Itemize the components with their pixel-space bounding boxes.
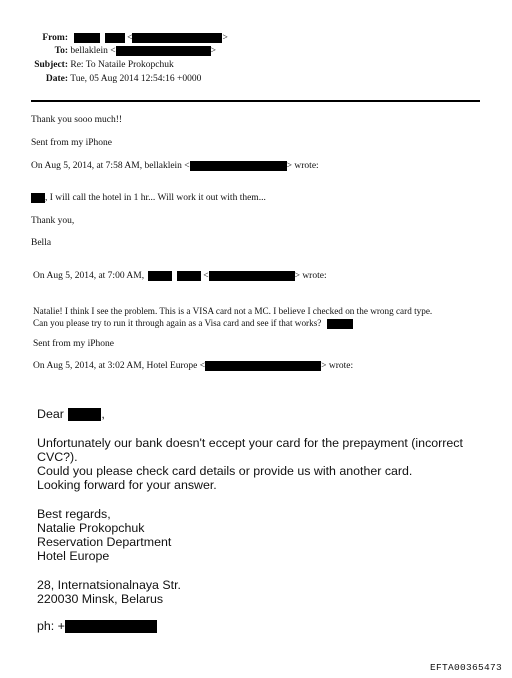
redacted-quote2-last [177, 271, 201, 281]
redacted-phone [65, 620, 157, 633]
quote3-post: > wrote: [321, 361, 354, 372]
redacted-name [31, 193, 45, 203]
address-city: 220030 Minsk, Belarus [37, 592, 164, 606]
redacted-quote1-email [190, 161, 287, 171]
redacted-from-email [132, 33, 222, 43]
date-label: Date: [45, 74, 68, 84]
quote2-pre: On Aug 5, 2014, at 7:00 AM, [33, 271, 145, 282]
natalie-line-2-text: Can you please try to run it through again as a Visa card and see if that works? [33, 318, 322, 328]
sent-from-iphone-1: Sent from my iPhone [31, 138, 113, 148]
quote-line-3 [33, 361, 353, 371]
body-line-1: Unfortunately our bank doesn't eccept your card for the prepayment (incorrect [37, 436, 463, 450]
phone-line [37, 619, 157, 633]
dear-text: Dear [37, 407, 64, 421]
address-street: 28, Internatsionalnaya Str. [37, 578, 181, 592]
body-line-4: Looking forward for your answer. [37, 478, 217, 492]
redacted-signoff [327, 319, 353, 329]
quote1-pre: On Aug 5, 2014, at 7:58 AM, bellaklein < [31, 161, 190, 172]
dear-comma: , [101, 407, 105, 421]
to-row [16, 46, 216, 56]
call-hotel-text: , I will call the hotel in 1 hr... Will work it out with them... [45, 193, 266, 204]
natalie-line-2 [33, 318, 353, 329]
sender-department: Reservation Department [37, 535, 172, 549]
header-divider [31, 100, 480, 102]
best-regards: Best regards, [37, 507, 111, 521]
quote2-post: > wrote: [294, 271, 327, 282]
redacted-quote2-first [148, 271, 172, 281]
redacted-to-email [116, 46, 211, 56]
to-label: To: [54, 46, 68, 57]
from-label: From: [42, 33, 68, 44]
redacted-from-first [74, 33, 100, 43]
dear-line [37, 407, 105, 421]
redacted-hotel-email [205, 361, 321, 371]
quote3-pre: On Aug 5, 2014, at 3:02 AM, Hotel Europe < [33, 361, 206, 372]
natalie-line-1: Natalie! I think I see the problem. This is a VISA card not a MC. I believe I checked on the wrong card type. [33, 306, 433, 316]
date-row [16, 74, 201, 84]
body-line-2: CVC?). [37, 450, 78, 464]
quote1-post: > wrote: [286, 161, 319, 172]
quote2-lt: < [203, 271, 209, 282]
from-gt: > [222, 33, 228, 44]
subject-value: Re: To Nataile Prokopchuk [70, 60, 174, 70]
sender-hotel: Hotel Europe [37, 549, 110, 563]
sent-from-iphone-2: Sent from my iPhone [33, 339, 115, 349]
to-gt: > [210, 46, 216, 57]
to-value: bellaklein < [70, 46, 116, 57]
redacted-quote2-email [209, 271, 295, 281]
thank-you-text: Thank you, [31, 216, 75, 226]
body-line-3: Could you please check card details or provide us with another card. [37, 464, 413, 478]
quote-line-1 [31, 161, 319, 171]
subject-label: Subject: [34, 60, 68, 70]
subject-row [16, 60, 174, 70]
redacted-from-last [105, 33, 125, 43]
quote-line-2 [33, 271, 327, 281]
phone-label: ph: + [37, 619, 65, 633]
signature-bella: Bella [31, 238, 52, 248]
call-hotel-line [31, 193, 266, 203]
from-row [16, 33, 228, 43]
document-id: EFTA00365473 [430, 662, 503, 673]
from-lt: < [127, 33, 133, 44]
redacted-recipient [68, 408, 101, 421]
thanks-text: Thank you sooo much!! [31, 115, 123, 125]
sender-name: Natalie Prokopchuk [37, 521, 145, 535]
date-value: Tue, 05 Aug 2014 12:54:16 +0000 [70, 74, 202, 84]
